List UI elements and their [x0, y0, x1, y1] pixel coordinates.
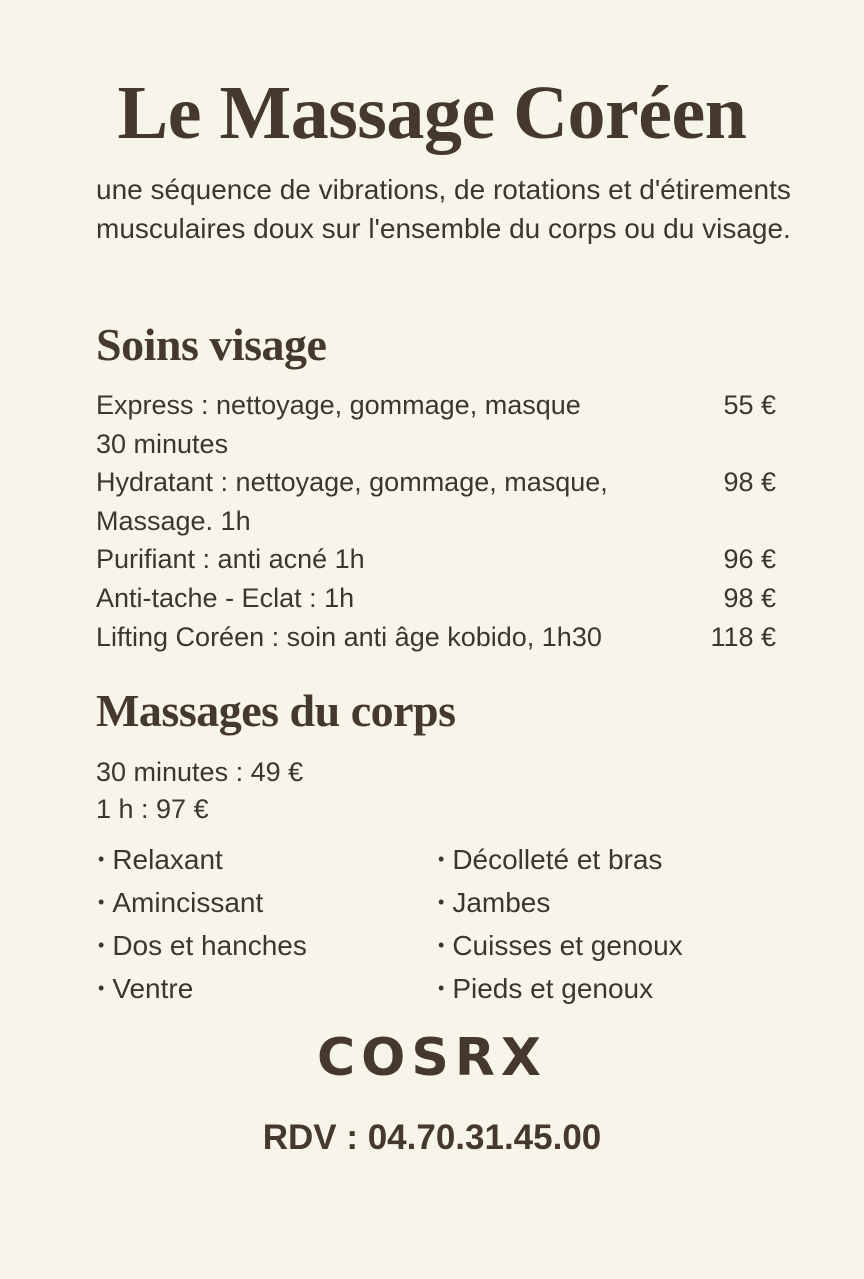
price-1h: 1 h : 97 € [96, 794, 209, 824]
price-30min: 30 minutes : 49 € [96, 757, 304, 787]
list-item: • Amincissant [96, 883, 307, 926]
price-row [96, 463, 776, 502]
section-heading-soins-visage: Soins visage [96, 319, 327, 370]
list-item: • Décolleté et bras [436, 840, 683, 883]
item-label: Hydratant : nettoyage, gommage, masque, [96, 467, 608, 498]
brand-logo: COSRX [317, 1028, 547, 1088]
price-row [96, 540, 776, 579]
item-price: 96 € [723, 544, 776, 575]
item-label: Anti-tache - Eclat : 1h [96, 582, 355, 613]
list-item: • Dos et hanches [96, 926, 307, 969]
item-label: Lifting Coréen : soin anti âge kobido, 1h30 [96, 621, 602, 652]
list-item: • Relaxant [96, 840, 307, 883]
price-row [96, 618, 776, 657]
item-price: 118 € [710, 621, 776, 652]
list-item: • Ventre [96, 969, 307, 1012]
item-label: Express : nettoyage, gommage, masque [96, 390, 581, 420]
item-price: 98 € [723, 467, 776, 498]
price-row [96, 425, 776, 464]
list-item: • Cuisses et genoux [436, 926, 683, 969]
item-price: 55 € [723, 390, 776, 420]
list-item: • Pieds et genoux [436, 969, 683, 1012]
price-row [96, 579, 776, 618]
item-label: Purifiant : anti acné 1h [96, 544, 365, 575]
item-price: 98 € [723, 582, 776, 613]
intro-text: une séquence de vibrations, de rotations et d'étirements musculaires doux sur l'ensemble du corps ou du visage. [96, 174, 791, 244]
price-row [96, 502, 776, 541]
massage-types-left [96, 840, 307, 1012]
soins-visage-list [96, 386, 776, 656]
list-item: • Jambes [436, 883, 683, 926]
massages-corps-prices [96, 754, 303, 828]
rdv-phone: RDV : 04.70.31.45.00 [262, 1118, 602, 1157]
massage-types-right [436, 840, 683, 1012]
item-label: Massage. 1h [96, 505, 251, 536]
section-heading-massages-corps: Massages du corps [96, 685, 456, 736]
item-label: 30 minutes [96, 428, 229, 459]
price-row [96, 386, 776, 425]
page-title: Le Massage Coréen [117, 71, 747, 155]
